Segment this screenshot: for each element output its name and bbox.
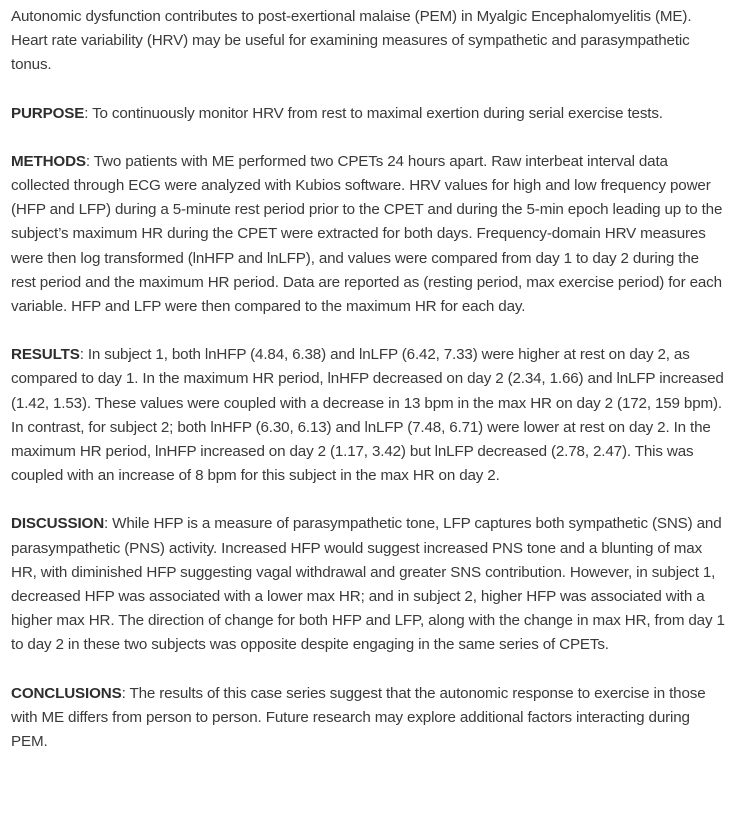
results-paragraph bbox=[11, 343, 726, 488]
intro-paragraph bbox=[11, 5, 726, 78]
discussion-heading: DISCUSSION bbox=[11, 515, 105, 533]
conclusions-paragraph bbox=[11, 682, 726, 755]
purpose-text: : To continuously monitor HRV from rest to maximal exertion during serial exercise tests. bbox=[84, 104, 663, 122]
methods-text: : Two patients with ME performed two CPETs 24 hours apart. Raw interbeat interval data collected through ECG were analyzed with Kubios software. HRV values for high and low frequency power (HFP and LFP) during a 5-minute rest period prior to the CPET and during the 5-min epoch leading up to the subject’s maximum HR during the CPET were extracted for both days. Frequency-domain HRV measures were then log transformed (lnHFP and lnLFP), and values were compared from day 1 to day 2 during the rest period and the maximum HR period. Data are reported as (resting period, max exercise period) for each variable. HFP and LFP were then compared to the maximum HR for each day. bbox=[11, 152, 723, 316]
purpose-paragraph bbox=[11, 102, 726, 126]
methods-paragraph bbox=[11, 150, 726, 319]
methods-heading: METHODS bbox=[11, 152, 86, 170]
conclusions-heading: CONCLUSIONS bbox=[11, 684, 122, 702]
discussion-text: : While HFP is a measure of parasympathetic tone, LFP captures both sympathetic (SNS) and parasympathetic (PNS) activity. Increased HFP would suggest increased PNS tone and a blunting of max HR, with diminished HFP suggesting vagal withdrawal and greater SNS contribution. However, in subject 1, decreased HFP was associated with a lower max HR; and in subject 2, higher HFP was associated with a higher max HR. The direction of change for both HFP and LFP, along with the change in max HR, from day 1 to day 2 in these two subjects was opposite despite engaging in the same series of CPETs. bbox=[11, 515, 725, 654]
conclusions-text: : The results of this case series suggest that the autonomic response to exercise in those with ME differs from person to person. Future research may explore additional factors interacting during PEM. bbox=[11, 684, 706, 751]
purpose-heading: PURPOSE bbox=[11, 104, 85, 122]
discussion-paragraph bbox=[11, 512, 726, 657]
results-heading: RESULTS bbox=[11, 346, 80, 364]
results-text: : In subject 1, both lnHFP (4.84, 6.38) and lnLFP (6.42, 7.33) were higher at rest on day 2, as compared to day 1. In the maximum HR period, lnHFP decreased on day 2 (2.34, 1.66) and lnLFP increased (1.42, 1.53). These values were coupled with a decrease in 13 bpm in the max HR on day 2 (172, 159 bpm). In contrast, for subject 2; both lnHFP (6.30, 6.13) and lnLFP (7.48, 6.71) were lower at rest on day 2. In the maximum HR period, lnHFP increased on day 2 (1.17, 3.42) but lnLFP decreased (2.78, 2.47). This was coupled with an increase of 8 bpm for this subject in the max HR on day 2. bbox=[11, 346, 724, 485]
intro-text: Autonomic dysfunction contributes to post-exertional malaise (PEM) in Myalgic Encephalomyelitis (ME). Heart rate variability (HRV) may be useful for examining measures of sympathetic and parasympathetic tonus. bbox=[11, 8, 692, 74]
